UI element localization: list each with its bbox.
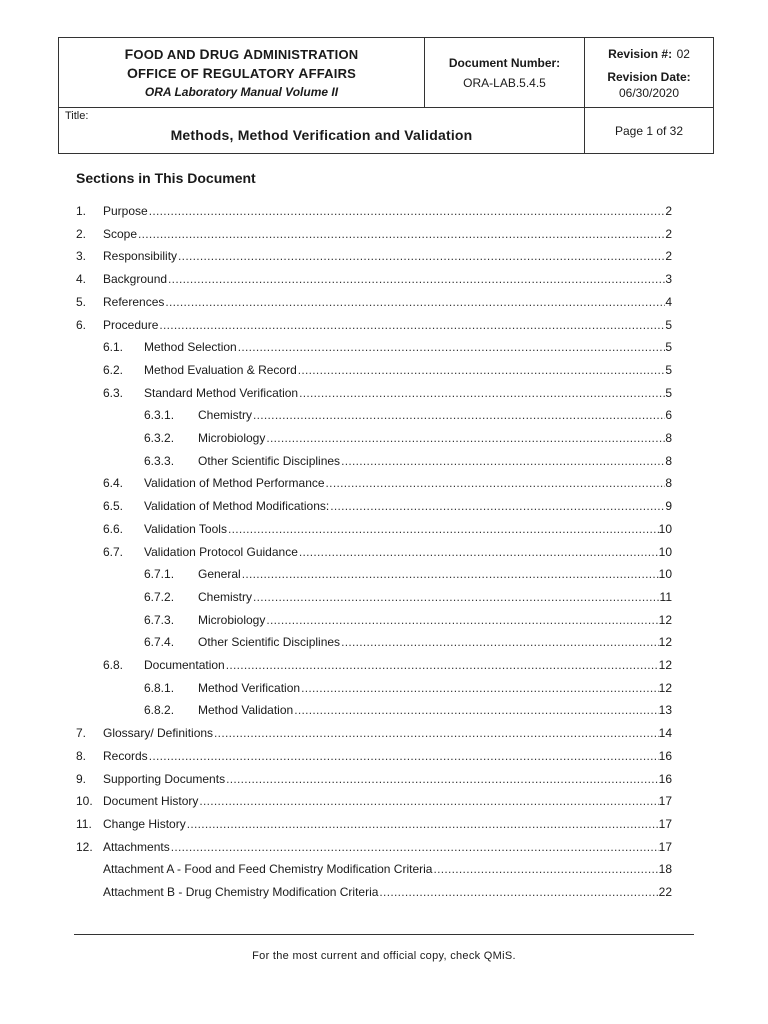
toc-entry[interactable] bbox=[76, 768, 672, 790]
toc-entry-number: 6.3.1. bbox=[144, 408, 175, 423]
toc-leader-dots bbox=[227, 522, 659, 536]
toc-entry-page: 18 bbox=[658, 862, 672, 877]
toc-entry-number: 6.7. bbox=[103, 544, 124, 559]
toc-entry-title: Validation of Method Modifications: bbox=[144, 499, 330, 514]
toc-entry-number: 6.7.3. bbox=[144, 612, 175, 627]
toc-entry[interactable] bbox=[144, 404, 672, 426]
toc-entry-number: 10. bbox=[76, 794, 93, 809]
toc-entry[interactable] bbox=[103, 382, 672, 404]
toc-entry-page: 17 bbox=[658, 839, 672, 854]
toc-entry-page: 12 bbox=[658, 680, 672, 695]
toc-entry-page: 2 bbox=[665, 226, 672, 241]
toc-entry[interactable] bbox=[76, 223, 672, 245]
toc-leader-dots bbox=[148, 749, 659, 763]
toc-entry-number: 6.7.4. bbox=[144, 635, 175, 650]
toc-leader-dots bbox=[167, 272, 665, 286]
toc-leader-dots bbox=[148, 204, 666, 218]
toc-entry-number: 6.8.2. bbox=[144, 703, 175, 718]
toc-entry-title: Procedure bbox=[103, 317, 159, 332]
toc-leader-dots bbox=[237, 340, 666, 354]
page-number: Page 1 of 32 bbox=[614, 123, 684, 138]
revision-number: 02 bbox=[676, 46, 690, 61]
toc-entry-title: Microbiology bbox=[198, 612, 266, 627]
toc-leader-dots bbox=[265, 431, 665, 445]
toc-entry-number: 6.1. bbox=[103, 340, 124, 355]
toc-entry[interactable] bbox=[103, 336, 672, 358]
toc-leader-dots bbox=[293, 703, 658, 717]
toc-entry[interactable] bbox=[103, 654, 672, 676]
toc-entry[interactable] bbox=[76, 268, 672, 290]
toc-entry[interactable] bbox=[76, 836, 672, 858]
toc-entry-number: 6.7.1. bbox=[144, 567, 175, 582]
toc-entry-page: 8 bbox=[665, 431, 672, 445]
toc-entry-title: Document History bbox=[103, 794, 199, 809]
toc-entry-page: 2 bbox=[665, 204, 672, 218]
toc-entry[interactable] bbox=[76, 813, 672, 835]
toc-leader-dots bbox=[241, 567, 659, 581]
toc-entry[interactable] bbox=[103, 858, 672, 880]
toc-entry-title: Responsibility bbox=[103, 249, 178, 264]
toc-entry-number: 11. bbox=[76, 816, 92, 831]
toc-leader-dots bbox=[298, 545, 659, 559]
toc-entry[interactable] bbox=[76, 722, 672, 744]
toc-entry-title: Glossary/ Definitions bbox=[103, 726, 214, 741]
toc-leader-dots bbox=[186, 817, 659, 831]
toc-entry-title: Microbiology bbox=[198, 431, 266, 445]
toc-entry[interactable] bbox=[103, 359, 672, 381]
toc-leader-dots bbox=[225, 772, 659, 786]
document-title: Methods, Method Verification and Validation bbox=[170, 127, 473, 143]
toc-entry-title: Method Evaluation & Record bbox=[144, 362, 297, 377]
toc-entry-page: 8 bbox=[665, 453, 672, 468]
toc-entry[interactable] bbox=[76, 790, 672, 812]
toc-entry-number: 1. bbox=[76, 204, 87, 218]
toc-entry-page: 10 bbox=[658, 544, 672, 559]
toc-entry-number: 12. bbox=[76, 839, 93, 854]
toc-entry-title: Other Scientific Disciplines bbox=[198, 453, 341, 468]
toc-entry-page: 12 bbox=[658, 612, 672, 627]
toc-entry[interactable] bbox=[76, 200, 672, 222]
toc-entry-page: 17 bbox=[658, 816, 672, 831]
toc-entry-page: 5 bbox=[665, 340, 672, 355]
toc-entry-title: Attachment B - Drug Chemistry Modification Criteria bbox=[103, 885, 379, 899]
toc-entry[interactable] bbox=[76, 314, 672, 336]
toc-leader-dots bbox=[225, 658, 659, 672]
toc-entry[interactable] bbox=[76, 245, 672, 267]
toc-entry-page: 10 bbox=[658, 567, 672, 582]
toc-entry-title: General bbox=[198, 567, 241, 582]
toc-entry-title: Validation Protocol Guidance bbox=[144, 544, 298, 559]
toc-entry-title: Supporting Documents bbox=[103, 771, 226, 786]
toc-entry[interactable] bbox=[144, 677, 672, 699]
toc-leader-dots bbox=[252, 408, 665, 422]
toc-leader-dots bbox=[378, 885, 658, 899]
toc-entry-page: 6 bbox=[665, 408, 672, 423]
toc-entry-number: 6.3.2. bbox=[144, 431, 175, 445]
toc-entry-title: Chemistry bbox=[198, 589, 253, 604]
toc-entry-page: 5 bbox=[665, 317, 672, 332]
toc-entry-number: 2. bbox=[76, 226, 87, 241]
toc-leader-dots bbox=[340, 454, 665, 468]
toc-leader-dots bbox=[300, 681, 659, 695]
toc-entry-number: 6.3. bbox=[103, 385, 124, 400]
toc-entry-number: 6.2. bbox=[103, 362, 124, 377]
toc-entry-number: 6.5. bbox=[103, 499, 124, 514]
toc-entry-page: 10 bbox=[658, 521, 672, 536]
org-cell bbox=[59, 38, 425, 108]
toc-entry-number: 5. bbox=[76, 294, 87, 309]
toc-entry-title: Standard Method Verification bbox=[144, 385, 299, 400]
toc-entry-page: 5 bbox=[665, 362, 672, 377]
toc-entry-title: References bbox=[103, 294, 165, 309]
toc-entry-title: Documentation bbox=[144, 658, 225, 672]
toc-leader-dots bbox=[158, 318, 665, 332]
toc-entry-page: 5 bbox=[665, 385, 672, 400]
toc-entry-number: 6.3.3. bbox=[144, 453, 175, 468]
toc-leader-dots bbox=[265, 613, 658, 627]
toc-entry-title: Background bbox=[103, 272, 168, 287]
toc-entry-number: 6.4. bbox=[103, 476, 124, 491]
toc-leader-dots bbox=[298, 386, 665, 400]
toc-entry-number: 3. bbox=[76, 249, 87, 264]
toc-entry-title: Method Verification bbox=[198, 680, 301, 695]
toc-entry-title: Scope bbox=[103, 226, 138, 241]
toc-entry-number: 6.8.1. bbox=[144, 680, 175, 695]
footer-divider bbox=[74, 934, 694, 935]
toc-leader-dots bbox=[177, 249, 665, 263]
toc-entry-title: Records bbox=[103, 748, 148, 763]
toc-leader-dots bbox=[198, 794, 658, 808]
toc-entry-page: 12 bbox=[658, 635, 672, 650]
toc-entry-number: 6.7.2. bbox=[144, 589, 175, 604]
toc-entry[interactable] bbox=[76, 291, 672, 313]
toc-leader-dots bbox=[325, 476, 666, 490]
revision-date: 06/30/2020 bbox=[618, 85, 680, 100]
toc-entry-page: 3 bbox=[665, 272, 672, 287]
toc-entry[interactable] bbox=[144, 586, 672, 608]
toc-entry-number: 6.8. bbox=[103, 658, 124, 672]
title-label: Title: bbox=[65, 110, 89, 122]
toc-entry-page: 14 bbox=[658, 726, 672, 741]
toc-leader-dots bbox=[329, 499, 665, 513]
toc-entry-title: Purpose bbox=[103, 204, 148, 218]
toc-leader-dots bbox=[252, 590, 660, 604]
toc-entry-page: 9 bbox=[665, 499, 672, 514]
document-header bbox=[58, 37, 714, 154]
toc-entry[interactable] bbox=[103, 541, 672, 563]
toc-entry-title: Validation of Method Performance bbox=[144, 476, 325, 491]
toc-entry-title: Change History bbox=[103, 816, 186, 831]
title-cell bbox=[59, 108, 585, 153]
toc-entry-page: 4 bbox=[665, 294, 672, 309]
toc-entry[interactable] bbox=[144, 699, 672, 721]
toc-entry-title: Method Validation bbox=[198, 703, 294, 718]
revision-date-label: Revision Date: bbox=[607, 69, 691, 84]
toc-entry-page: 8 bbox=[665, 476, 672, 491]
toc-entry-page: 17 bbox=[658, 794, 672, 809]
manual-name: ORA Laboratory Manual Volume II bbox=[144, 84, 339, 99]
toc-entry-page: 16 bbox=[658, 748, 672, 763]
toc-entry[interactable] bbox=[144, 609, 672, 631]
toc-entry[interactable] bbox=[103, 518, 672, 540]
toc-entry-number: 4. bbox=[76, 272, 87, 287]
doc-number: ORA-LAB.5.4.5 bbox=[463, 75, 546, 90]
toc-entry-page: 16 bbox=[658, 771, 672, 786]
doc-number-cell bbox=[425, 38, 585, 108]
revision-label: Revision #: bbox=[608, 46, 673, 61]
toc-entry-title: Attachment A - Food and Feed Chemistry Modification Criteria bbox=[103, 862, 433, 877]
toc-entry-title: Attachments bbox=[103, 839, 170, 854]
toc-entry[interactable] bbox=[103, 881, 672, 903]
doc-number-label: Document Number: bbox=[448, 55, 561, 70]
office-name: OFFICE OF REGULATORY AFFAIRS bbox=[126, 64, 357, 81]
toc-entry-page: 11 bbox=[659, 589, 672, 604]
revision-line bbox=[608, 45, 690, 63]
org-name: FOOD AND DRUG ADMINISTRATION bbox=[124, 45, 359, 62]
toc-entry[interactable] bbox=[144, 450, 672, 472]
toc-leader-dots bbox=[213, 726, 659, 740]
toc-entry-page: 22 bbox=[658, 885, 672, 899]
toc-entry[interactable] bbox=[144, 631, 672, 653]
toc-leader-dots bbox=[297, 363, 666, 377]
toc-entry[interactable] bbox=[103, 495, 672, 517]
toc-entry-number: 6. bbox=[76, 317, 87, 332]
revision-cell bbox=[585, 38, 713, 108]
toc-entry-page: 13 bbox=[658, 703, 672, 718]
toc-leader-dots bbox=[170, 840, 659, 854]
toc-entry[interactable] bbox=[144, 427, 672, 449]
toc-entry-number: 7. bbox=[76, 726, 87, 741]
toc-leader-dots bbox=[164, 295, 665, 309]
toc-entry[interactable] bbox=[103, 472, 672, 494]
toc-leader-dots bbox=[340, 635, 659, 649]
toc-leader-dots bbox=[432, 862, 658, 876]
toc-entry-title: Validation Tools bbox=[144, 521, 227, 536]
toc-entry[interactable] bbox=[76, 745, 672, 767]
toc-entry-number: 8. bbox=[76, 748, 87, 763]
toc-entry-page: 2 bbox=[665, 249, 672, 264]
footer-note: For the most current and official copy, check QMiS. bbox=[252, 950, 516, 962]
toc-entry[interactable] bbox=[144, 563, 672, 585]
toc-entry-title: Other Scientific Disciplines bbox=[198, 635, 341, 650]
toc-leader-dots bbox=[137, 227, 665, 241]
toc-entry-title: Chemistry bbox=[198, 408, 253, 423]
sections-heading: Sections in This Document bbox=[76, 170, 256, 186]
toc-entry-title: Method Selection bbox=[144, 340, 237, 355]
toc-entry-page: 12 bbox=[658, 658, 672, 672]
toc-entry-number: 9. bbox=[76, 771, 87, 786]
toc-entry-number: 6.6. bbox=[103, 521, 124, 536]
